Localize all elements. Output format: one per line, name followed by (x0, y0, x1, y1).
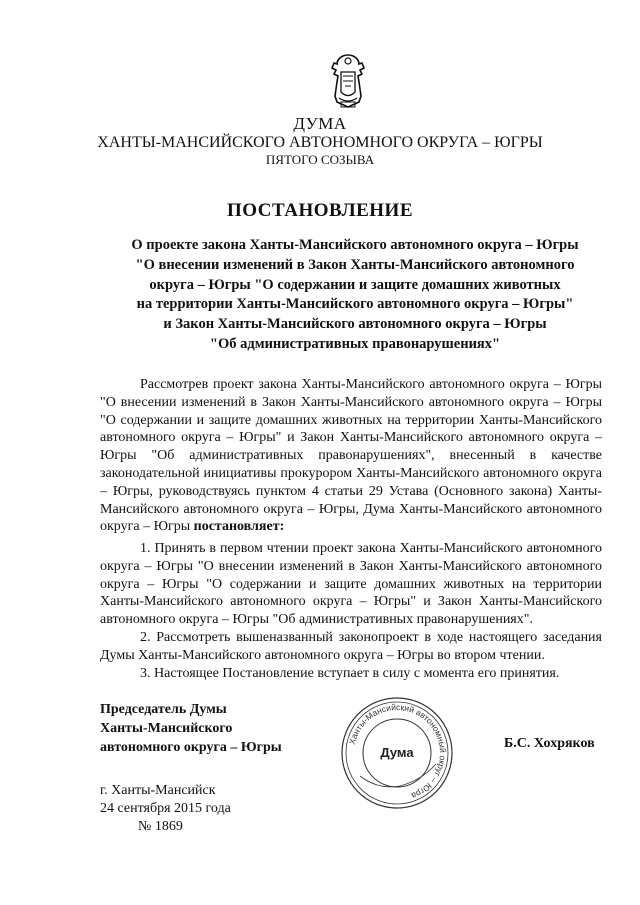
subject-line: "Об административных правонарушениях" (209, 335, 501, 352)
signatory-title-line: Председатель Думы (100, 702, 227, 717)
signatory-title (100, 700, 282, 757)
preamble (100, 376, 602, 536)
signatory-name: Б.С. Хохряков (504, 736, 595, 751)
seal-ring-text: Ханты-Мансийский автономный округ – Югра (346, 701, 449, 802)
document-number: № 1869 (138, 819, 183, 834)
resolves-word: постановляет: (193, 519, 285, 535)
convocation-label: ПЯТОГО СОЗЫВА (265, 152, 375, 167)
subject-line: округа – Югры "О содержании и защите домашних животных (149, 276, 561, 293)
subject-line: "О внесении изменений в Закон Ханты-Мансийского автономного (135, 256, 575, 273)
resolution-item: 3. Настоящее Постановление вступает в силу с момента его принятия. (140, 665, 560, 681)
subject-line: и Закон Ханты-Мансийского автономного округа – Югры (163, 316, 547, 333)
document-place-date (100, 782, 231, 836)
resolution-item: 2. Рассмотреть вышеназванный законопроект в ходе настоящего заседания Думы Ханты-Мансийского автономного округа – Югры во втором чтении. (100, 629, 602, 663)
resolution-item: 1. Принять в первом чтении проект закона Ханты-Мансийского автономного округа – Югры "О внесении изменений в Закон Ханты-Мансийского автономного округа – Югры "О содержании и защите домашних животных на территории Ханты-Мансийского автономного округа – Югры" и Закон Ханты-Мансийского автономного округа – Югры "Об административных правонарушениях". (100, 541, 602, 628)
duma-title: ДУМА (293, 114, 347, 133)
official-seal-stamp (338, 694, 456, 812)
preamble-text: Рассмотрев проект закона Ханты-Мансийского автономного округа – Югры "О внесении изменений в Закон Ханты-Мансийского автономного округа – Югры "О содержании и защите домашних животных на территории Ханты-Мансийского автономного округа – Югры" и Закон Ханты-Мансийского автономного округа – Югры "Об административных правонарушениях", внесенный в качестве законодательной инициативы прокурором Ханты-Мансийского автономного округа – Югры, руководствуясь пунктом 4 статьи 29 Устава (Основного закона) Ханты-Мансийского автономного округа – Югры, Дума Ханты-Мансийского автономного округа – Югры (100, 377, 602, 535)
subject-line: на территории Ханты-Мансийского автономного округа – Югры" (136, 296, 574, 313)
resolution-items (100, 540, 602, 682)
coat-of-arms-icon (325, 52, 371, 112)
okrug-title: ХАНТЫ-МАНСИЙСКОГО АВТОНОМНОГО ОКРУГА – ЮГРЫ (97, 134, 543, 151)
date: 24 сентября 2015 года (100, 801, 231, 816)
document-subject (110, 236, 600, 355)
signatory-title-line: автономного округа – Югры (100, 740, 282, 755)
subject-line: О проекте закона Ханты-Мансийского автономного округа – Югры (131, 237, 579, 253)
seal-center-text: Дума (380, 745, 414, 760)
city: г. Ханты-Мансийск (100, 783, 216, 798)
signatory-title-line: Ханты-Мансийского (100, 721, 233, 736)
document-type: ПОСТАНОВЛЕНИЕ (226, 200, 414, 221)
